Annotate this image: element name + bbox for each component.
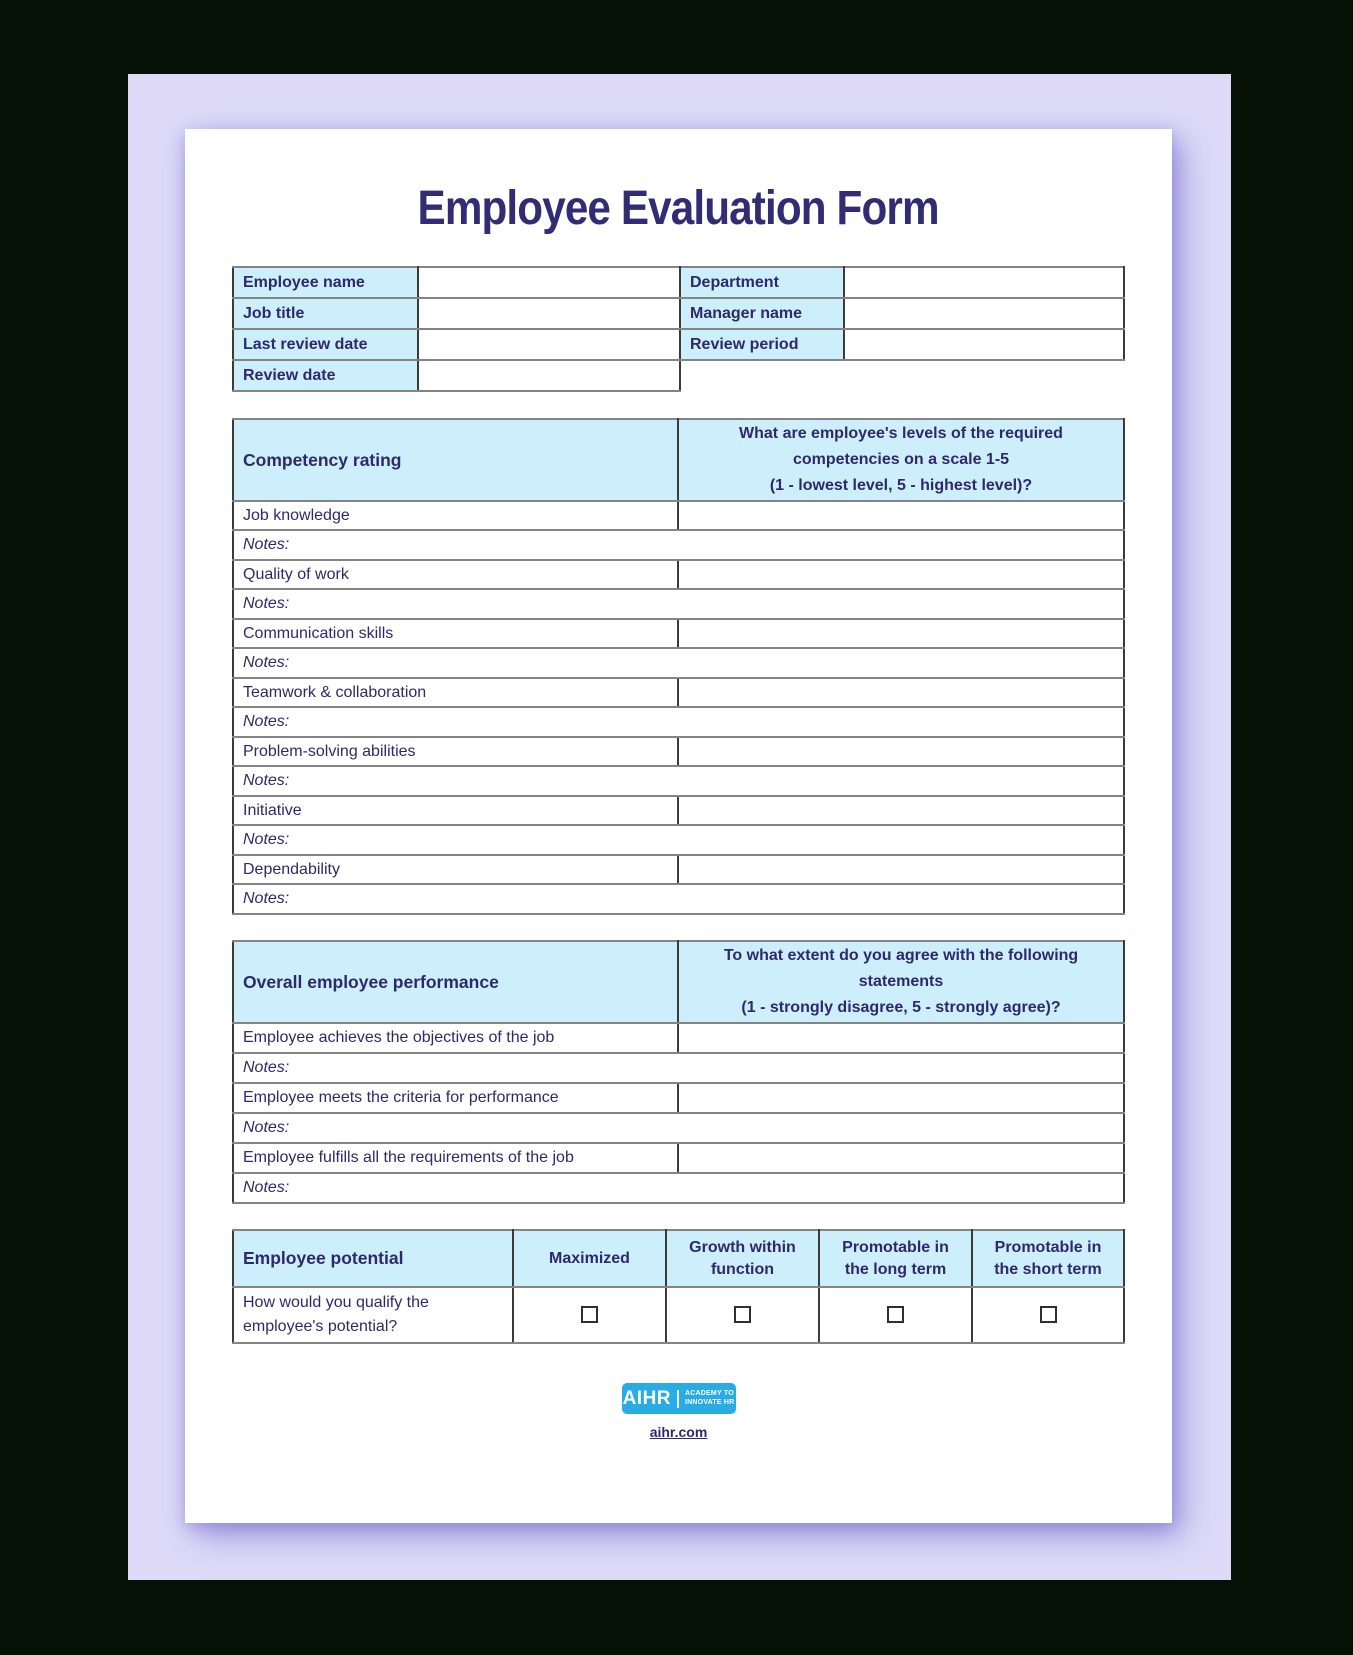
- employee-potential-table: [232, 1229, 1125, 1344]
- checkbox-promotable-long-term[interactable]: [887, 1306, 904, 1323]
- checkbox-cell[interactable]: [666, 1287, 819, 1343]
- checkbox-cell[interactable]: [819, 1287, 972, 1343]
- checkbox-cell[interactable]: [972, 1287, 1124, 1343]
- notes-input[interactable]: Notes:: [233, 648, 1124, 678]
- agreement-input-requirements[interactable]: [678, 1143, 1124, 1173]
- rating-input-dependability[interactable]: [678, 855, 1124, 884]
- notes-input[interactable]: Notes:: [233, 1113, 1124, 1143]
- competency-item: Teamwork & collaboration: [233, 678, 678, 707]
- column-header-promotable-long-term: Promotable in the long term: [819, 1230, 972, 1287]
- logo-divider: [677, 1390, 679, 1408]
- form-page: [185, 129, 1172, 1523]
- competency-rating-header: Competency rating: [233, 419, 678, 501]
- aihr-logo-tagline: ACADEMY TO INNOVATE HR: [685, 1390, 735, 1406]
- page-title: Employee Evaluation Form: [417, 182, 940, 235]
- overall-performance-header: Overall employee performance: [233, 941, 678, 1023]
- performance-item: Employee achieves the objectives of the job: [233, 1023, 678, 1053]
- column-header-maximized: Maximized: [513, 1230, 666, 1287]
- competency-item: Job knowledge: [233, 501, 678, 530]
- column-header-growth-within-function: Growth within function: [666, 1230, 819, 1287]
- competency-rating-table: [232, 418, 1125, 915]
- rating-input-problem-solving[interactable]: [678, 737, 1124, 766]
- checkbox-cell[interactable]: [513, 1287, 666, 1343]
- last-review-date-label: Last review date: [233, 329, 418, 360]
- agreement-input-objectives[interactable]: [678, 1023, 1124, 1053]
- agreement-scale-question: To what extent do you agree with the following statements (1 - strongly disagree, 5 - strongly agree)?: [678, 941, 1124, 1023]
- review-period-input[interactable]: [844, 329, 1124, 360]
- notes-input[interactable]: Notes:: [233, 1173, 1124, 1203]
- rating-input-job-knowledge[interactable]: [678, 501, 1124, 530]
- employee-name-label: Employee name: [233, 267, 418, 298]
- notes-input[interactable]: Notes:: [233, 707, 1124, 737]
- column-header-promotable-short-term: Promotable in the short term: [972, 1230, 1124, 1287]
- review-period-label: Review period: [680, 329, 844, 360]
- aihr-logo: [622, 1383, 736, 1414]
- competency-item: Quality of work: [233, 560, 678, 589]
- notes-input[interactable]: Notes:: [233, 530, 1124, 560]
- checkbox-maximized[interactable]: [581, 1306, 598, 1323]
- notes-input[interactable]: Notes:: [233, 589, 1124, 619]
- checkbox-growth-within-function[interactable]: [734, 1306, 751, 1323]
- aihr-logo-text: AIHR: [622, 1388, 672, 1409]
- performance-item: Employee fulfills all the requirements of the job: [233, 1143, 678, 1173]
- empty-area: [680, 360, 844, 391]
- empty-area: [844, 360, 1124, 391]
- competency-item: Problem-solving abilities: [233, 737, 678, 766]
- employee-info-table: [232, 266, 1125, 392]
- overall-performance-table: [232, 940, 1125, 1204]
- competency-item: Communication skills: [233, 619, 678, 648]
- notes-input[interactable]: Notes:: [233, 1053, 1124, 1083]
- notes-input[interactable]: Notes:: [233, 825, 1124, 855]
- competency-item: Dependability: [233, 855, 678, 884]
- checkbox-promotable-short-term[interactable]: [1040, 1306, 1057, 1323]
- job-title-label: Job title: [233, 298, 418, 329]
- notes-input[interactable]: Notes:: [233, 884, 1124, 914]
- department-label: Department: [680, 267, 844, 298]
- rating-input-communication-skills[interactable]: [678, 619, 1124, 648]
- last-review-date-input[interactable]: [418, 329, 680, 360]
- rating-input-teamwork-collaboration[interactable]: [678, 678, 1124, 707]
- notes-input[interactable]: Notes:: [233, 766, 1124, 796]
- job-title-input[interactable]: [418, 298, 680, 329]
- employee-name-input[interactable]: [418, 267, 680, 298]
- footer-link-row: [185, 1424, 1172, 1442]
- rating-input-initiative[interactable]: [678, 796, 1124, 825]
- manager-name-label: Manager name: [680, 298, 844, 329]
- review-date-input[interactable]: [418, 360, 680, 391]
- competency-item: Initiative: [233, 796, 678, 825]
- employee-potential-header: Employee potential: [233, 1230, 513, 1287]
- department-input[interactable]: [844, 267, 1124, 298]
- competency-scale-question: What are employee's levels of the required competencies on a scale 1-5 (1 - lowest level, 5 - highest level)?: [678, 419, 1124, 501]
- rating-input-quality-of-work[interactable]: [678, 560, 1124, 589]
- agreement-input-criteria[interactable]: [678, 1083, 1124, 1113]
- review-date-label: Review date: [233, 360, 418, 391]
- potential-question: How would you qualify the employee's potential?: [233, 1287, 513, 1343]
- aihr-link[interactable]: aihr.com: [649, 1424, 708, 1440]
- manager-name-input[interactable]: [844, 298, 1124, 329]
- performance-item: Employee meets the criteria for performance: [233, 1083, 678, 1113]
